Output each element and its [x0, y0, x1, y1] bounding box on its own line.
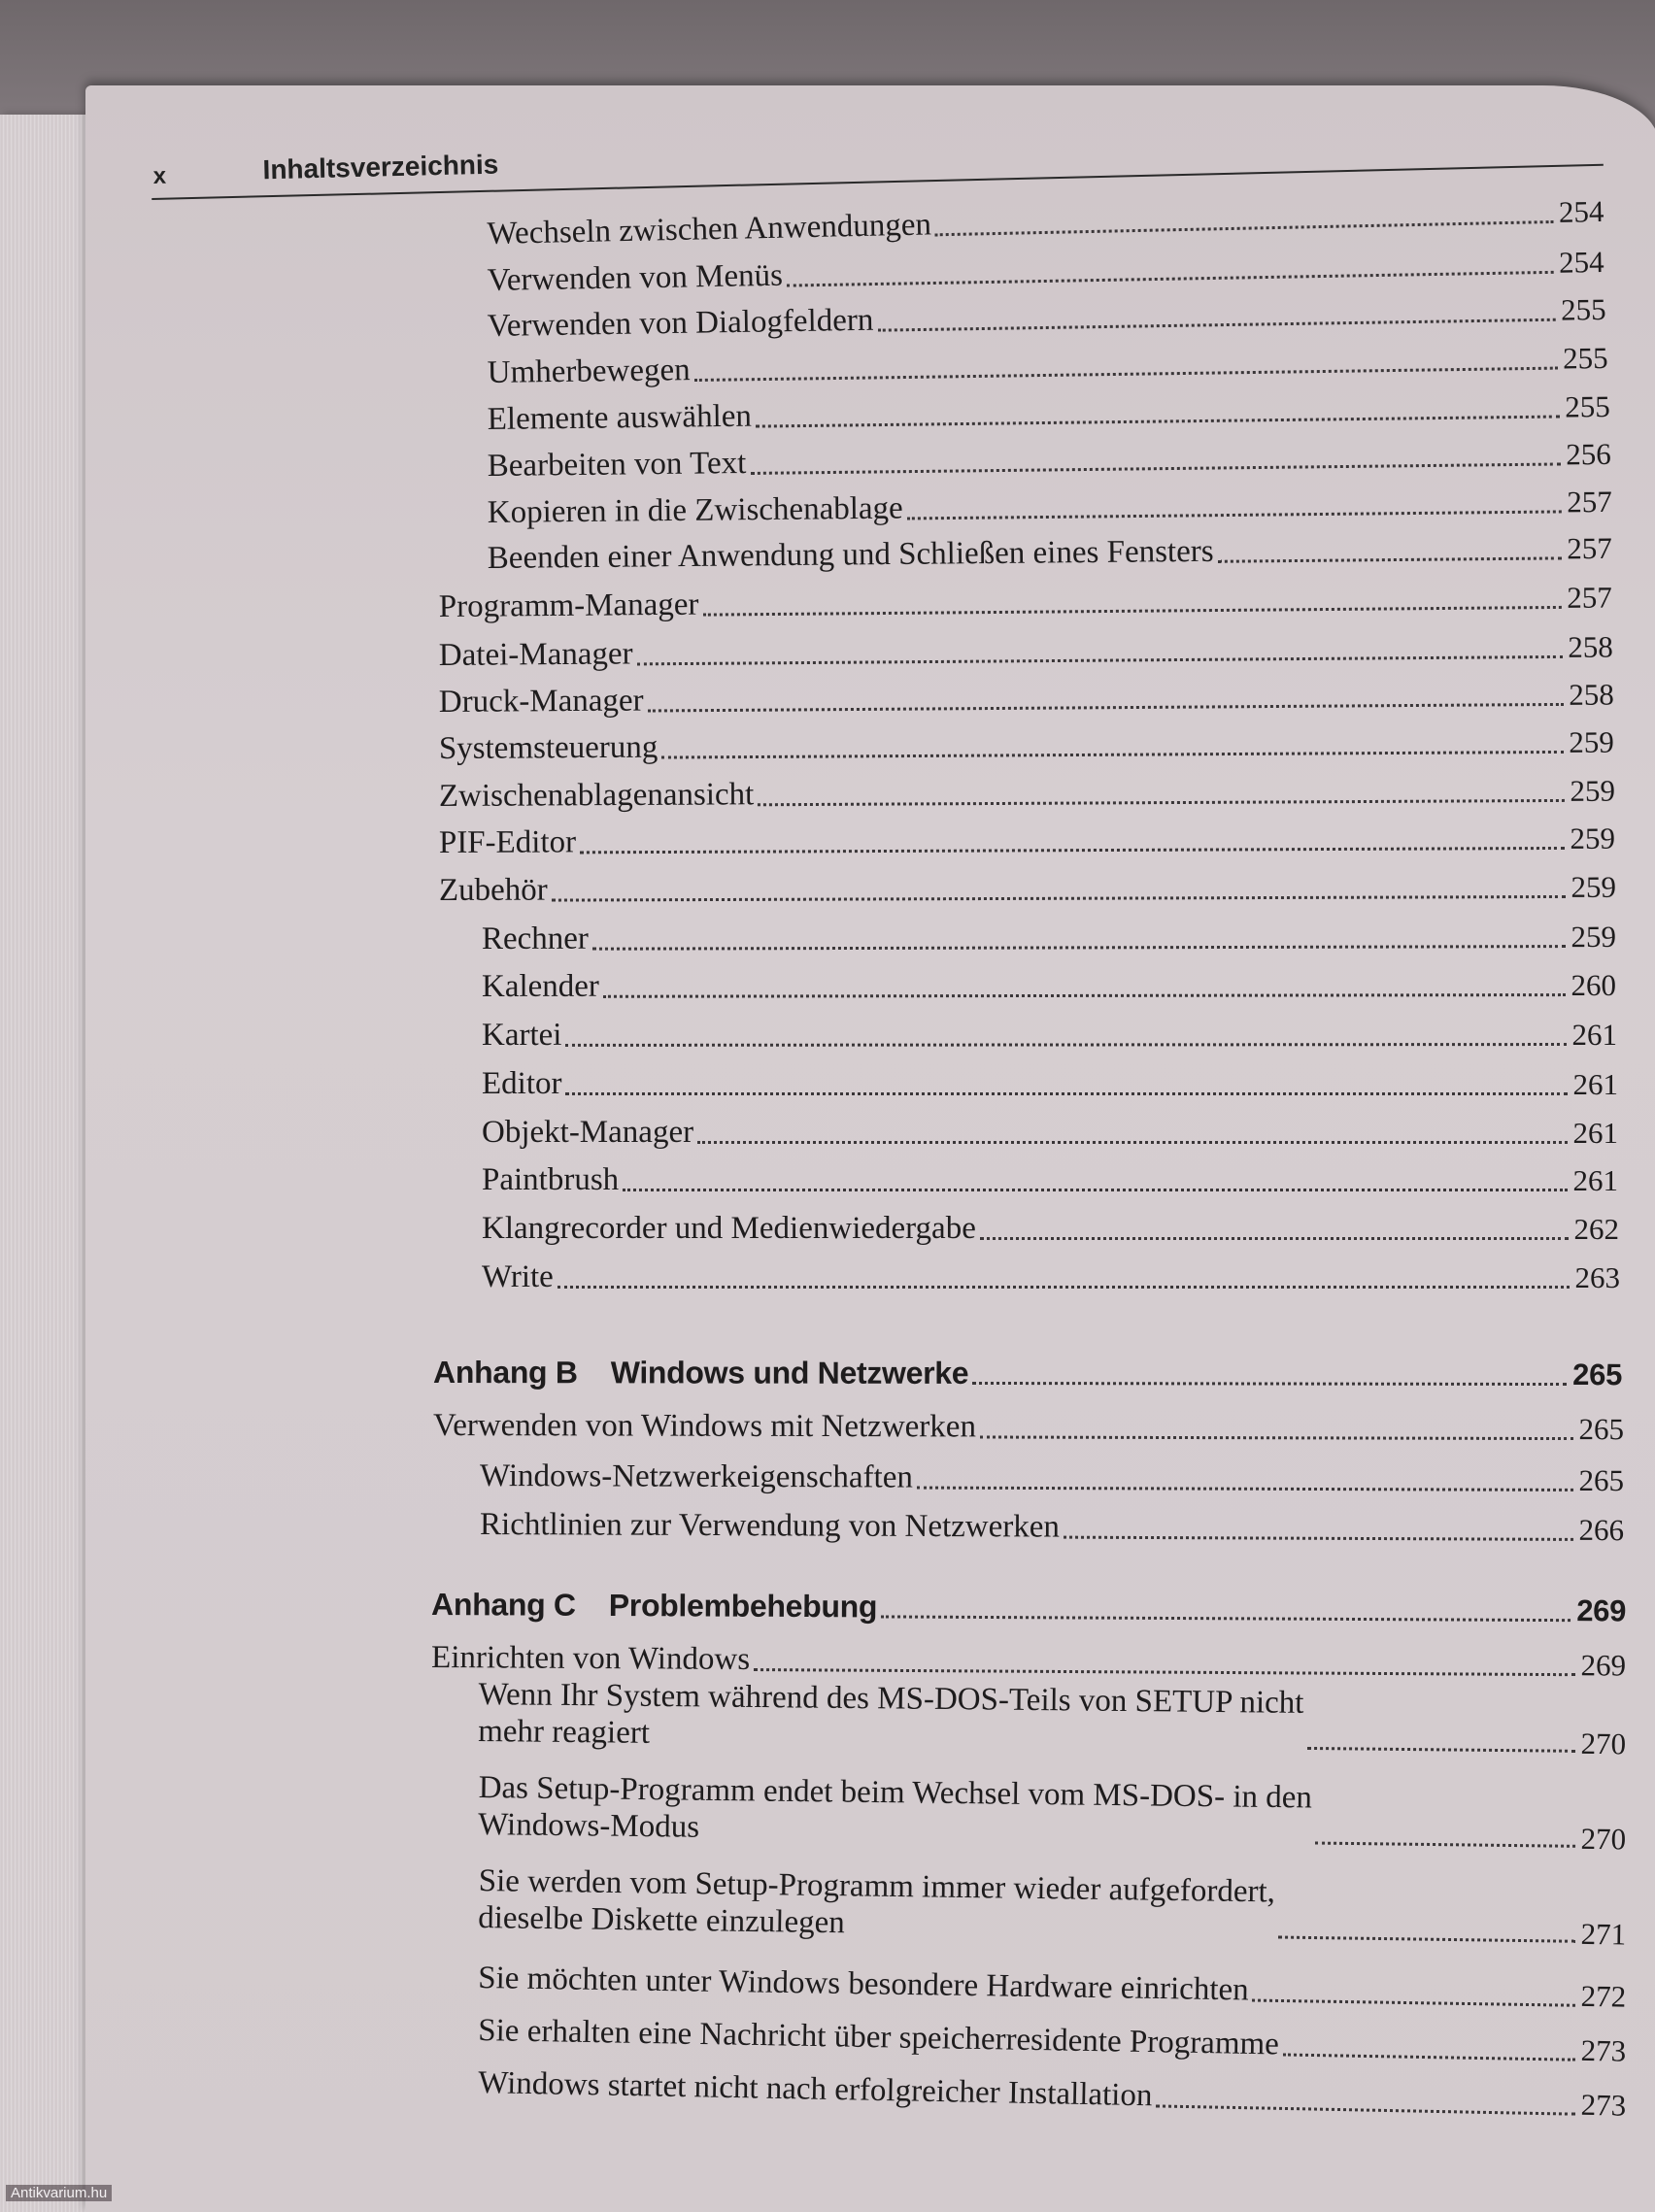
toc-entry: Objekt-Manager 261: [482, 1115, 1618, 1150]
toc-entry: Kalender 260: [481, 967, 1616, 1004]
toc-entry: Wenn Ihr System während des MS-DOS-Teils von SETUP nicht mehr reagiert 270: [478, 1677, 1627, 1761]
toc-entry: Editor 261: [482, 1066, 1618, 1101]
toc-entry: Richtlinien zur Verwendung von Netzwerken 266: [480, 1507, 1625, 1548]
page-title: Inhaltsverzeichnis: [262, 149, 499, 185]
page-number: x: [152, 162, 167, 189]
toc-entry: Verwenden von Menüs 254: [487, 244, 1604, 299]
toc-entry: Sie erhalten eine Nachricht über speicherresidente Programme 273: [478, 2013, 1627, 2068]
toc-entry: Sie möchten unter Windows besondere Hardware einrichten 272: [478, 1961, 1627, 2014]
appendix-heading-b: Anhang B Windows und Netzwerke 265: [433, 1355, 1623, 1392]
toc-entry: Beenden einer Anwendung und Schließen eines Fensters 257: [487, 530, 1612, 577]
toc-entry: Verwenden von Windows mit Netzwerken 265: [433, 1408, 1625, 1447]
toc-entry: Sie werden vom Setup-Programm immer wieder aufgefordert, dieselbe Diskette einzulegen 271: [478, 1863, 1627, 1952]
toc-entry: Datei-Manager 258: [438, 629, 1613, 674]
toc-entry: Systemsteuerung 259: [438, 724, 1614, 766]
toc-entry: Bearbeiten von Text 256: [487, 436, 1611, 485]
toc-entry: Wechseln zwischen Anwendungen 254: [487, 193, 1604, 252]
toc-entry: Druck-Manager 258: [438, 677, 1614, 720]
toc-entry: Paintbrush 261: [482, 1162, 1618, 1197]
appendix-heading-c: Anhang C Problembehebung 269: [431, 1587, 1627, 1628]
toc-entry: Verwenden von Dialogfeldern 255: [487, 291, 1606, 345]
toc-entry: Klangrecorder und Medienwiedergabe 262: [482, 1211, 1619, 1246]
toc-entry: Einrichten von Windows 269: [431, 1640, 1627, 1683]
toc-entry: Kartei 261: [481, 1017, 1617, 1053]
toc-entry: Programm-Manager 257: [438, 580, 1612, 625]
toc-entry: Zubehör 259: [438, 869, 1616, 908]
toc-entry: Rechner 259: [481, 919, 1616, 956]
toc-entry: Kopieren in die Zwischenablage 257: [487, 484, 1612, 531]
toc-entry: Windows-Netzwerkeigenschaften 265: [480, 1458, 1625, 1498]
watermark: Antikvarium.hu: [6, 2185, 112, 2201]
toc-entry: PIF-Editor 259: [438, 821, 1615, 860]
toc-entry: Das Setup-Programm endet beim Wechsel vom MS-DOS- in den Windows-Modus 270: [478, 1770, 1627, 1857]
toc-entry: Umherbewegen 255: [487, 340, 1608, 391]
toc-entry: Windows startet nicht nach erfolgreicher Installation 273: [478, 2065, 1627, 2123]
toc-entry: Write 263: [482, 1259, 1620, 1294]
toc-entry: Elemente auswählen 255: [487, 388, 1610, 438]
toc-entry: Zwischenablagenansicht 259: [438, 773, 1615, 814]
